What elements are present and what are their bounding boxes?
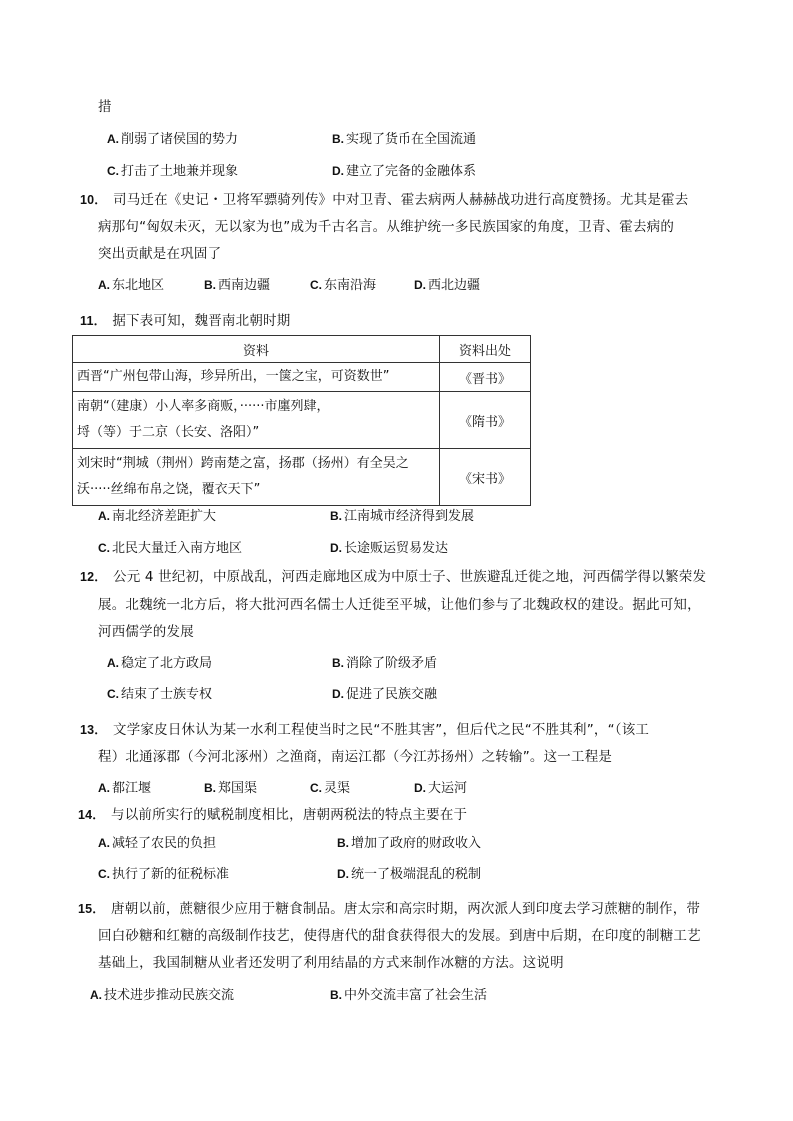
option-key: C.	[98, 541, 110, 555]
option-key: D.	[330, 541, 342, 555]
option-text: 执行了新的征税标准	[112, 867, 230, 882]
question-number: 11．	[80, 314, 107, 328]
q12-stem-line-2: 展。北魏统一北方后，将大批河西名儒士人迁徙至平城，让他们参与了北魏政权的建设。据此可知，	[98, 597, 701, 613]
option-key: D.	[337, 867, 349, 881]
question-number: 14．	[78, 808, 106, 822]
q9-option-b[interactable]	[332, 128, 476, 147]
q14-option-b[interactable]	[337, 832, 481, 851]
option-key: C.	[310, 781, 322, 795]
q10-stem-line-1	[80, 188, 688, 208]
option-key: A.	[98, 278, 110, 292]
cell-text: 刘宋时“荆城（荆州）跨南楚之富，扬郡（扬州）有全吴之	[77, 456, 409, 471]
table-cell-source: 《宋书》	[440, 449, 531, 506]
q13-stem-line-2: 程）北通涿郡（今河北涿州）之渔商，南运江都（今江苏扬州）之转输”。这一工程是	[98, 749, 613, 765]
option-key: B.	[330, 988, 342, 1002]
option-text: 西南边疆	[218, 278, 271, 293]
option-key: B.	[332, 132, 344, 146]
stem-text: 司马迁在《史记・卫将军骠骑列传》中对卫青、霍去病两人赫赫战功进行高度赞扬。尤其是霍去	[113, 192, 689, 208]
q13-option-b[interactable]	[204, 777, 257, 796]
option-text: 都江堰	[112, 781, 152, 796]
table-header-source: 资料出处	[440, 336, 531, 363]
q12-stem-line-3: 河西儒学的发展	[98, 624, 194, 640]
q9-option-d[interactable]	[332, 160, 476, 179]
option-text: 稳定了北方政局	[121, 656, 213, 671]
option-key: D.	[414, 278, 426, 292]
option-text: 灵渠	[324, 781, 351, 796]
option-key: C.	[107, 164, 119, 178]
q9-option-a[interactable]	[107, 128, 238, 147]
q11-option-d[interactable]	[330, 537, 448, 556]
table-cell-source: 《隋书》	[440, 392, 531, 449]
q10-option-c[interactable]	[310, 274, 376, 293]
option-key: B.	[332, 656, 344, 670]
table-header-row	[73, 336, 531, 363]
option-key: A.	[98, 509, 110, 523]
option-key: B.	[204, 781, 216, 795]
cell-text: 沃·····丝绵布帛之饶，覆衣天下”	[77, 482, 261, 497]
option-key: D.	[332, 164, 344, 178]
stem-text: 唐朝以前，蔗糖很少应用于糖食制品。唐太宗和高宗时期，两次派人到印度去学习蔗糖的制作，带	[111, 901, 701, 917]
q12-option-d[interactable]	[332, 683, 437, 702]
q13-stem-line-1	[80, 718, 649, 738]
q14-option-d[interactable]	[337, 863, 481, 882]
source-table	[72, 335, 531, 506]
stem-text: 据下表可知，魏晋南北朝时期	[112, 313, 291, 329]
option-key: A.	[98, 836, 110, 850]
q14-option-a[interactable]	[98, 832, 216, 851]
q11-option-c[interactable]	[98, 537, 242, 556]
q10-option-b[interactable]	[204, 274, 270, 293]
q11-stem	[80, 309, 290, 329]
option-text: 郑国渠	[218, 781, 258, 796]
q9-option-c[interactable]	[107, 160, 238, 179]
option-text: 结束了士族专权	[121, 687, 213, 702]
stem-text: 与以前所实行的赋税制度相比，唐朝两税法的特点主要在于	[111, 807, 468, 823]
q9-stem-tail: 措	[98, 99, 112, 115]
stem-text: 公元 4 世纪初，中原战乱，河西走廊地区成为中原士子、世族避乱迁徙之地，河西儒学得以繁荣发	[113, 569, 707, 585]
q14-option-c[interactable]	[98, 863, 229, 882]
q13-option-c[interactable]	[310, 777, 350, 796]
cell-text: 西晋“广州包带山海，珍异所出，一箧之宝，可资数世”	[77, 369, 390, 384]
option-key: B.	[330, 509, 342, 523]
option-text: 长途贩运贸易发达	[344, 541, 449, 556]
q12-stem-line-1	[80, 565, 706, 585]
table-row	[73, 392, 531, 449]
table-row	[73, 449, 531, 506]
option-text: 建立了完备的金融体系	[346, 164, 477, 179]
table-row	[73, 363, 531, 392]
q10-stem-line-2: 病那句“匈奴未灭，无以家为也”成为千古名言。从维护统一多民族国家的角度，卫青、霍去病的	[98, 219, 675, 235]
option-text: 统一了极端混乱的税制	[351, 867, 482, 882]
option-key: C.	[107, 687, 119, 701]
q10-stem-line-3: 突出贡献是在巩固了	[98, 246, 222, 262]
q12-option-b[interactable]	[332, 652, 437, 671]
cell-text: 埒（等）于二京（长安、洛阳）”	[77, 425, 260, 440]
option-key: B.	[204, 278, 216, 292]
q15-stem-line-3: 基础上，我国制糖从业者还发明了利用结晶的方式来制作冰糖的方法。这说明	[98, 955, 564, 971]
q10-option-d[interactable]	[414, 274, 480, 293]
q10-option-a[interactable]	[98, 274, 164, 293]
question-number: 10．	[80, 193, 108, 207]
q13-option-d[interactable]	[414, 777, 467, 796]
table-cell-material	[73, 363, 440, 392]
cell-text: 南朝“（建康）小人率多商贩，······市廛列肆，	[77, 399, 330, 414]
q15-option-a[interactable]	[90, 984, 234, 1003]
option-text: 北民大量迁入南方地区	[112, 541, 243, 556]
option-key: C.	[98, 867, 110, 881]
option-text: 南北经济差距扩大	[112, 509, 217, 524]
option-text: 江南城市经济得到发展	[344, 509, 475, 524]
stem-text: 文学家皮日休认为某一水利工程使当时之民“不胜其害”，但后代之民“不胜其利”，“（该工	[113, 722, 650, 738]
q12-option-c[interactable]	[107, 683, 212, 702]
option-text: 削弱了诸侯国的势力	[121, 132, 239, 147]
question-number: 15．	[78, 902, 106, 916]
option-key: B.	[337, 836, 349, 850]
option-text: 增加了政府的财政收入	[351, 836, 482, 851]
option-text: 打击了土地兼并现象	[121, 164, 239, 179]
table-cell-material	[73, 449, 440, 506]
option-text: 实现了货币在全国流通	[346, 132, 477, 147]
q11-option-a[interactable]	[98, 505, 216, 524]
table-cell-material	[73, 392, 440, 449]
table-cell-source: 《晋书》	[440, 363, 531, 392]
q15-stem-line-1	[78, 897, 700, 917]
option-key: D.	[414, 781, 426, 795]
option-text: 西北边疆	[428, 278, 481, 293]
option-key: C.	[310, 278, 322, 292]
option-text: 技术进步推动民族交流	[104, 988, 235, 1003]
option-text: 促进了民族交融	[346, 687, 438, 702]
q11-option-b[interactable]	[330, 505, 474, 524]
option-key: A.	[90, 988, 102, 1002]
option-key: D.	[332, 687, 344, 701]
q15-stem-line-2: 回白砂糖和红糖的高级制作技艺，使得唐代的甜食获得很大的发展。到唐中后期，在印度的制糖工艺	[98, 928, 701, 944]
q13-option-a[interactable]	[98, 777, 151, 796]
option-text: 中外交流丰富了社会生活	[344, 988, 488, 1003]
q15-option-b[interactable]	[330, 984, 487, 1003]
q12-option-a[interactable]	[107, 652, 212, 671]
question-number: 12．	[80, 570, 108, 584]
q14-stem	[78, 803, 467, 823]
table-header-material: 资料	[73, 336, 440, 363]
option-text: 消除了阶级矛盾	[346, 656, 438, 671]
option-key: A.	[107, 132, 119, 146]
option-text: 减轻了农民的负担	[112, 836, 217, 851]
option-text: 东南沿海	[324, 278, 377, 293]
option-key: A.	[107, 656, 119, 670]
option-text: 大运河	[428, 781, 468, 796]
option-text: 东北地区	[112, 278, 165, 293]
question-number: 13．	[80, 723, 108, 737]
option-key: A.	[98, 781, 110, 795]
